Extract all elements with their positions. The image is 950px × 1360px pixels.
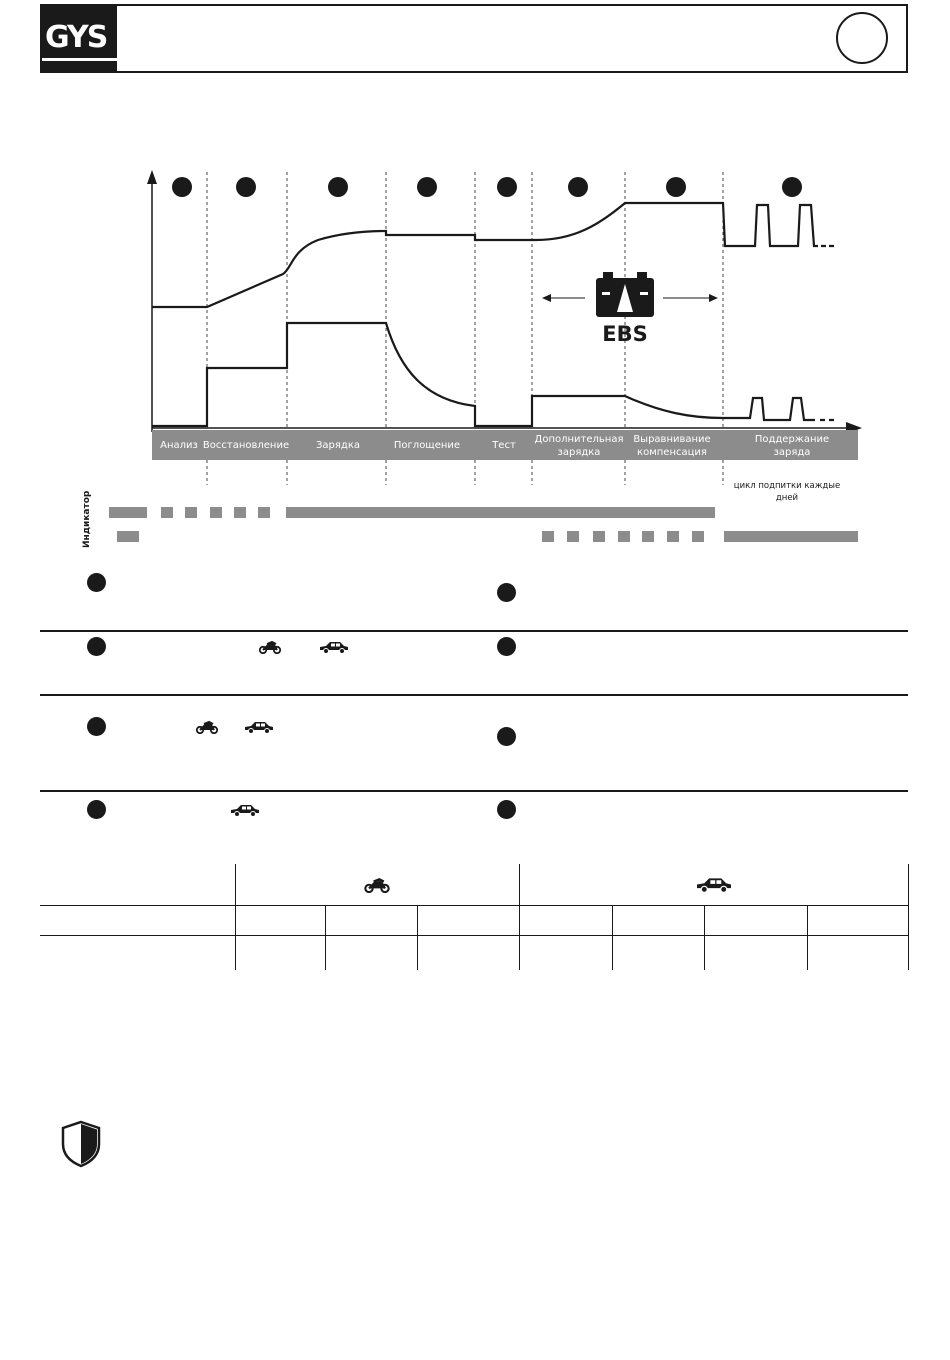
phase-label: Тест	[492, 440, 516, 451]
shield-icon	[60, 1120, 102, 1168]
phase-number-3	[328, 177, 348, 197]
phase-number-1	[172, 177, 192, 197]
table-vline	[417, 906, 418, 970]
divider	[40, 790, 908, 792]
phase-label: Зарядка	[316, 440, 360, 451]
table-vline	[235, 864, 236, 970]
motorcycle-icon	[195, 720, 219, 734]
phase-number-6	[568, 177, 588, 197]
voltage-curve	[152, 203, 818, 307]
indicator-row-1	[109, 507, 715, 518]
table-vline	[908, 864, 909, 970]
phase-label: Анализ	[160, 440, 198, 451]
phase-label: Поддержание заряда	[754, 434, 830, 458]
motorcycle-icon	[258, 640, 282, 654]
table-hline	[40, 905, 908, 906]
motorcycle-icon	[363, 877, 391, 893]
table-vline	[325, 906, 326, 970]
table-vline	[807, 906, 808, 970]
phase-number-2	[236, 177, 256, 197]
step-bullet-2	[497, 583, 516, 602]
y-axis-arrow	[147, 170, 157, 184]
table-hline	[40, 935, 908, 936]
step-bullet-4	[497, 637, 516, 656]
car-icon	[318, 640, 350, 654]
car-icon	[694, 876, 734, 893]
phase-number-7	[666, 177, 686, 197]
step-bullet-6	[497, 727, 516, 746]
step-bullet-1	[87, 573, 106, 592]
divider	[40, 630, 908, 632]
step-bullet-7	[87, 800, 106, 819]
charging-curve-diagram	[0, 0, 950, 560]
indicator-label: Индикатор	[82, 490, 92, 548]
phase-label: Дополнительная зарядка	[534, 434, 624, 458]
phase-number-4	[417, 177, 437, 197]
car-icon	[243, 720, 275, 734]
table-vline	[704, 906, 705, 970]
divider	[40, 694, 908, 696]
phase-label: Поглощение	[393, 440, 461, 451]
table-vline	[519, 864, 520, 970]
step-bullet-3	[87, 637, 106, 656]
ebs-label: EBS	[602, 322, 648, 346]
step-bullet-5	[87, 717, 106, 736]
maintenance-caption: цикл подпитки каждые дней	[733, 481, 841, 503]
ebs-graphic	[542, 272, 718, 346]
indicator-row-2	[117, 531, 858, 542]
logo-text: GYS	[45, 20, 107, 55]
table-vline	[612, 906, 613, 970]
phase-label: Выравнивание компенсация	[633, 434, 711, 458]
phase-number-5	[497, 177, 517, 197]
current-curve	[152, 323, 815, 426]
car-icon	[229, 803, 261, 817]
step-bullet-8	[497, 800, 516, 819]
phase-label: Восстановление	[202, 440, 290, 451]
phase-number-8	[782, 177, 802, 197]
